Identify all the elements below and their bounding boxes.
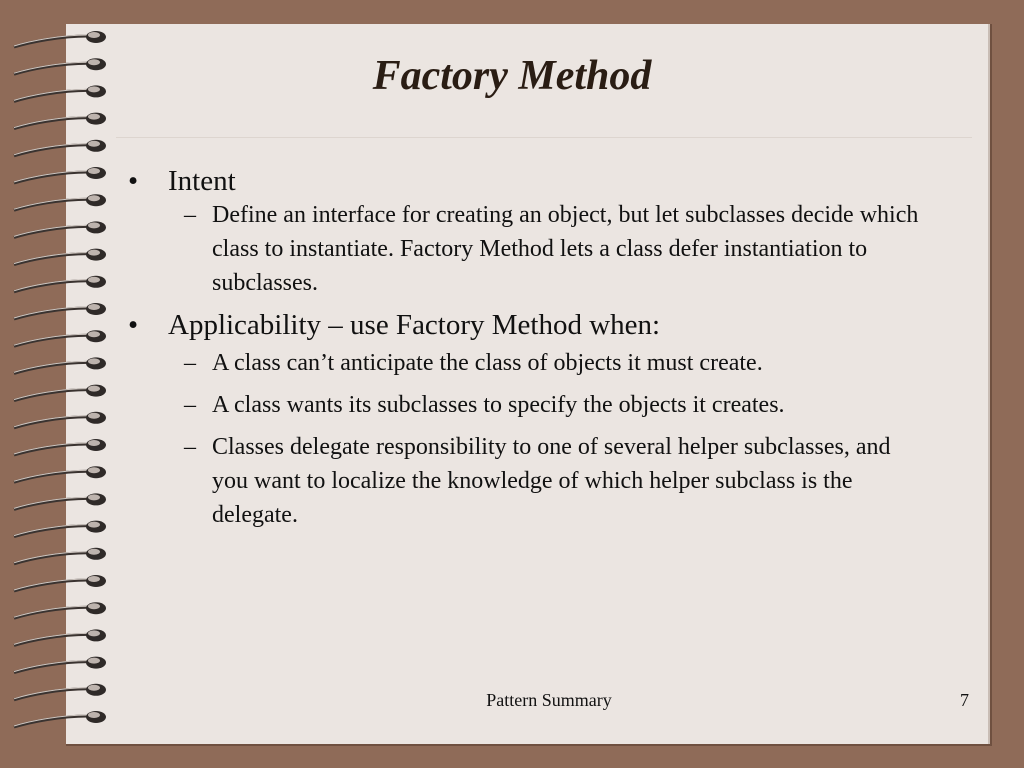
dash-mark: – xyxy=(184,350,196,376)
sub-bullet xyxy=(128,198,928,300)
slide-title: Factory Method xyxy=(372,53,652,99)
spiral-ring xyxy=(14,31,106,47)
slide-content xyxy=(128,160,928,532)
spiral-ring xyxy=(14,548,106,564)
spiral-binding xyxy=(0,0,110,768)
spiral-ring xyxy=(14,385,106,401)
spiral-ring xyxy=(14,412,106,428)
spiral-ring xyxy=(14,58,106,74)
spiral-ring xyxy=(14,493,106,509)
spiral-ring xyxy=(14,357,106,373)
spiral-ring xyxy=(14,711,106,727)
title-divider xyxy=(116,137,972,138)
spiral-ring xyxy=(14,629,106,645)
footer-title: Pattern Summary xyxy=(486,690,612,710)
page-number: 7 xyxy=(960,690,969,710)
dash-mark: – xyxy=(184,202,196,228)
sub-bullet-text: A class wants its subclasses to specify the objects it creates. xyxy=(212,392,785,418)
sub-bullet xyxy=(128,430,928,532)
sub-bullet-text: Classes delegate responsibility to one of several helper subclasses, and you want to localize the knowledge of which helper subclass is the delegate. xyxy=(212,434,891,528)
spiral-ring xyxy=(14,249,106,265)
spiral-ring xyxy=(14,140,106,156)
bullet-text: Intent xyxy=(168,165,236,197)
spiral-ring xyxy=(14,221,106,237)
dash-mark: – xyxy=(184,392,196,418)
sub-bullet xyxy=(128,346,928,380)
sub-bullet xyxy=(128,388,928,422)
spiral-ring xyxy=(14,303,106,319)
bullet-applicability xyxy=(128,308,928,342)
dash-mark: – xyxy=(184,434,196,460)
spiral-ring xyxy=(14,330,106,346)
bullet-intent xyxy=(128,164,928,198)
spiral-ring xyxy=(14,194,106,210)
spiral-ring xyxy=(14,602,106,618)
spiral-ring xyxy=(14,439,106,455)
spiral-ring xyxy=(14,575,106,591)
spiral-ring xyxy=(14,466,106,482)
spiral-ring xyxy=(14,521,106,537)
spiral-ring xyxy=(14,657,106,673)
bullet-mark: • xyxy=(128,309,139,341)
bullet-text: Applicability – use Factory Method when: xyxy=(168,309,661,341)
spiral-ring xyxy=(14,276,106,292)
spiral-ring xyxy=(14,85,106,101)
spiral-ring xyxy=(14,113,106,129)
spiral-ring xyxy=(14,167,106,183)
bullet-mark: • xyxy=(128,165,139,197)
sub-bullet-text: Define an interface for creating an object, but let subclasses decide which class to instantiate. Factory Method lets a class defer instantiation to subclasses. xyxy=(212,202,919,296)
spiral-ring xyxy=(14,684,106,700)
sub-bullet-text: A class can’t anticipate the class of objects it must create. xyxy=(212,350,763,376)
